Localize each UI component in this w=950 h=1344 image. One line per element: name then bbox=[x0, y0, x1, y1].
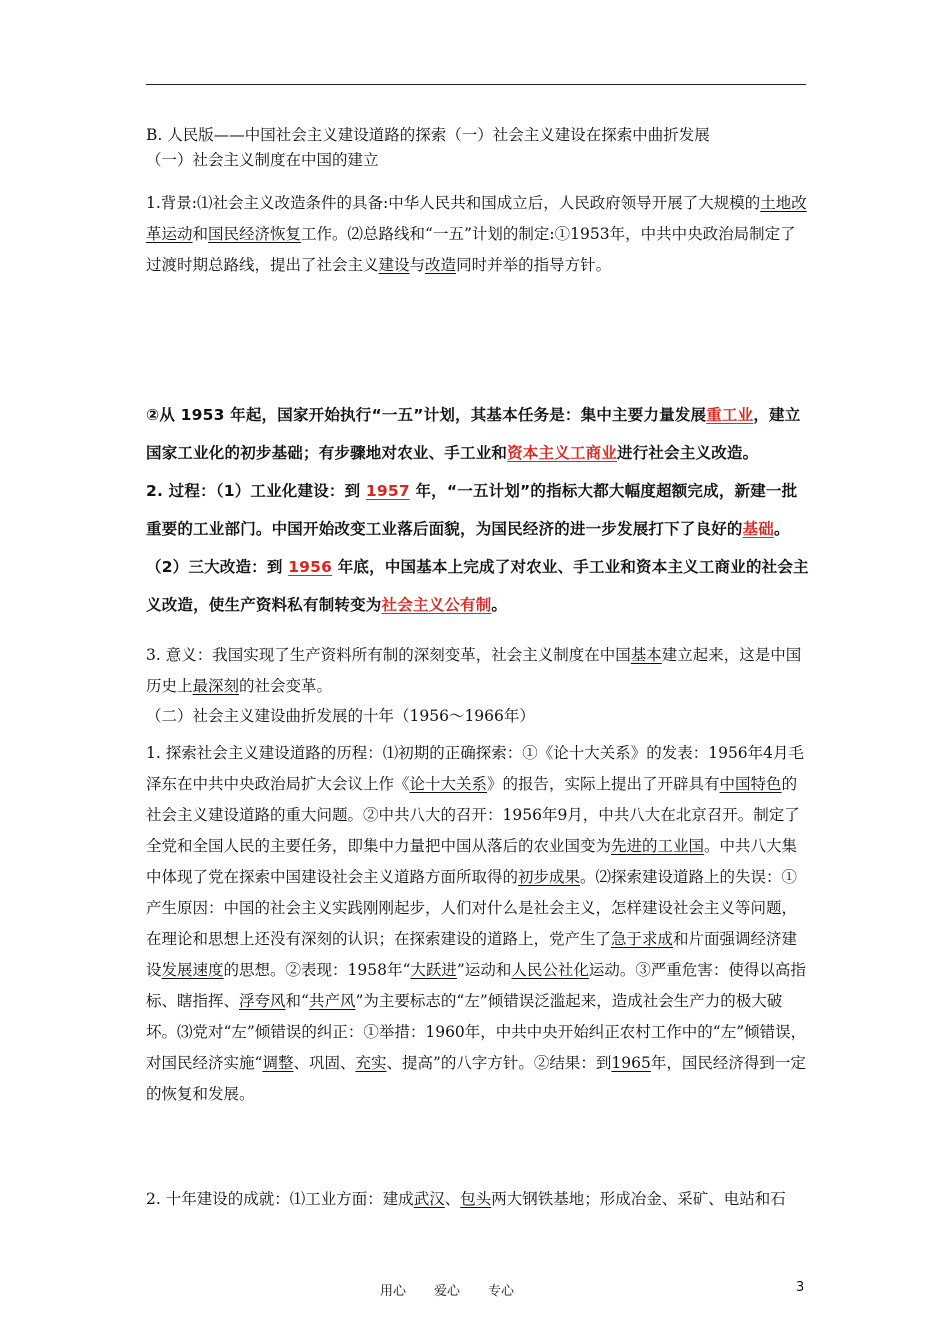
term-advanced-industrial: 先进的工业国 bbox=[611, 837, 705, 855]
term-enrich: 充实 bbox=[355, 1054, 387, 1072]
footer-motto: 用心 爱心 专心 bbox=[380, 1284, 515, 1299]
term-exaggeration: 浮夸风 bbox=[239, 992, 286, 1010]
term-chinese-characteristics: 中国特色 bbox=[719, 775, 782, 793]
term-econ-recovery: 国民经济恢复 bbox=[208, 225, 302, 243]
term-communist-wind: 共产风 bbox=[308, 992, 356, 1010]
section-heading-two: （二）社会主义建设曲折发展的十年（1956～1966年） bbox=[146, 707, 535, 725]
term-construction: 建设 bbox=[378, 256, 410, 274]
term-foundation: 基础 bbox=[742, 520, 775, 538]
bold-image-paragraph: ②从 1953 年起，国家开始执行“一五”计划，其基本任务是：集中主要力量发展重工业，建立国家工业化的初步基础；有步骤地对农业、手工业和资本主义工商业进行社会主义改造。 2. 过程：（1）工业化建设：到 1957 年，“一五计划”的指标大都大幅度超额完成，新建一批重要的工业部门。中国开始改变工业落后面貌，为国民经济的进一步发展打下了良好的基础。（2）三大改造：到 1956 年底，中国基本上完成了对农业、手工业和资本主义工商业的社会主义改造，使生产资料私有制转变为社会主义公有制。 bbox=[146, 406, 809, 614]
paragraph-significance: 3. 意义：我国实现了生产资料所有制的深刻变革，社会主义制度在中国基本建立起来，这是中国历史上最深刻的社会变革。 bbox=[146, 646, 802, 695]
term-hasty: 急于求成 bbox=[611, 930, 674, 948]
term-deepest: 最深刻 bbox=[192, 677, 240, 695]
year-1956: 1956 bbox=[288, 558, 333, 576]
term-adjust: 调整 bbox=[262, 1054, 294, 1072]
term-initial-results: 初步成果 bbox=[518, 868, 581, 886]
term-heavy-industry: 重工业 bbox=[706, 406, 754, 424]
header-rule bbox=[146, 84, 806, 85]
term-ten-relations: 论十大关系 bbox=[409, 775, 488, 793]
section-title: B. 人民版——中国社会主义建设道路的探索（一）社会主义建设在探索中曲折发展 （一）社会主义制度在中国的建立 bbox=[146, 126, 710, 169]
term-public-ownership: 社会主义公有制 bbox=[381, 596, 492, 614]
term-capitalist-commerce: 资本主义工商业 bbox=[507, 444, 618, 462]
term-speed: 发展速度 bbox=[161, 961, 224, 979]
term-wuhan: 武汉 bbox=[413, 1190, 445, 1208]
year-1965: 1965 bbox=[611, 1054, 651, 1072]
paragraph-background: 1.背景:⑴社会主义改造条件的具备:中华人民共和国成立后，人民政府领导开展了大规模的土地改革运动和国民经济恢复工作。⑵总路线和“一五”计划的制定:①1953年，中共中央政治局制定了过渡时期总路线，提出了社会主义建设与改造同时并举的指导方针。 bbox=[146, 194, 807, 274]
term-commune: 人民公社化 bbox=[511, 961, 589, 979]
paragraph-achievements: 2. 十年建设的成就：⑴工业方面：建成武汉、包头两大钢铁基地；形成冶金、采矿、电站和石 bbox=[146, 1190, 786, 1208]
term-transformation: 改造 bbox=[425, 256, 457, 274]
term-land-reform: 土地改革运动 bbox=[146, 194, 807, 243]
paragraph-exploration: 1. 探索社会主义建设道路的历程：⑴初期的正确探索：①《论十大关系》的发表：1956年4月毛泽东在中共中央政治局扩大会议上作《论十大关系》的报告，实际上提出了开辟具有中国特色的社会主义建设道路的重大问题。②中共八大的召开：1956年9月，中共八大在北京召开。制定了全党和全国人民的主要任务，即集中力量把中国从落后的农业国变为先进的工业国。中共八大集中体现了党在探索中国建设社会主义道路方面所取得的初步成果。⑵探索建设道路上的失误：①产生原因：中国的社会主义实践刚刚起步，人们对什么是社会主义，怎样建设社会主义等问题，在理论和思想上还没有深刻的认识；在探索建设的道路上，党产生了急于求成和片面强调经济建设发展速度的思想。②表现：1958年“大跃进”运动和人民公社化运动。③严重危害：使得以高指标、瞎指挥、浮夸风和“共产风”为主要标志的“左”倾错误泛滥起来，造成社会生产力的极大破坏。⑶党对“左”倾错误的纠正：①举措：1960年，中共中央开始纠正农村工作中的“左”倾错误，对国民经济实施“调整、巩固、充实、提高”的八字方针。②结果：到1965年，国民经济得到一定的恢复和发展。 bbox=[146, 744, 807, 1103]
year-1957: 1957 bbox=[365, 482, 410, 500]
term-basic: 基本 bbox=[630, 646, 662, 664]
term-great-leap: 大跃进 bbox=[410, 961, 457, 979]
term-baotou: 包头 bbox=[460, 1190, 492, 1208]
page-number: 3 bbox=[796, 1280, 805, 1295]
